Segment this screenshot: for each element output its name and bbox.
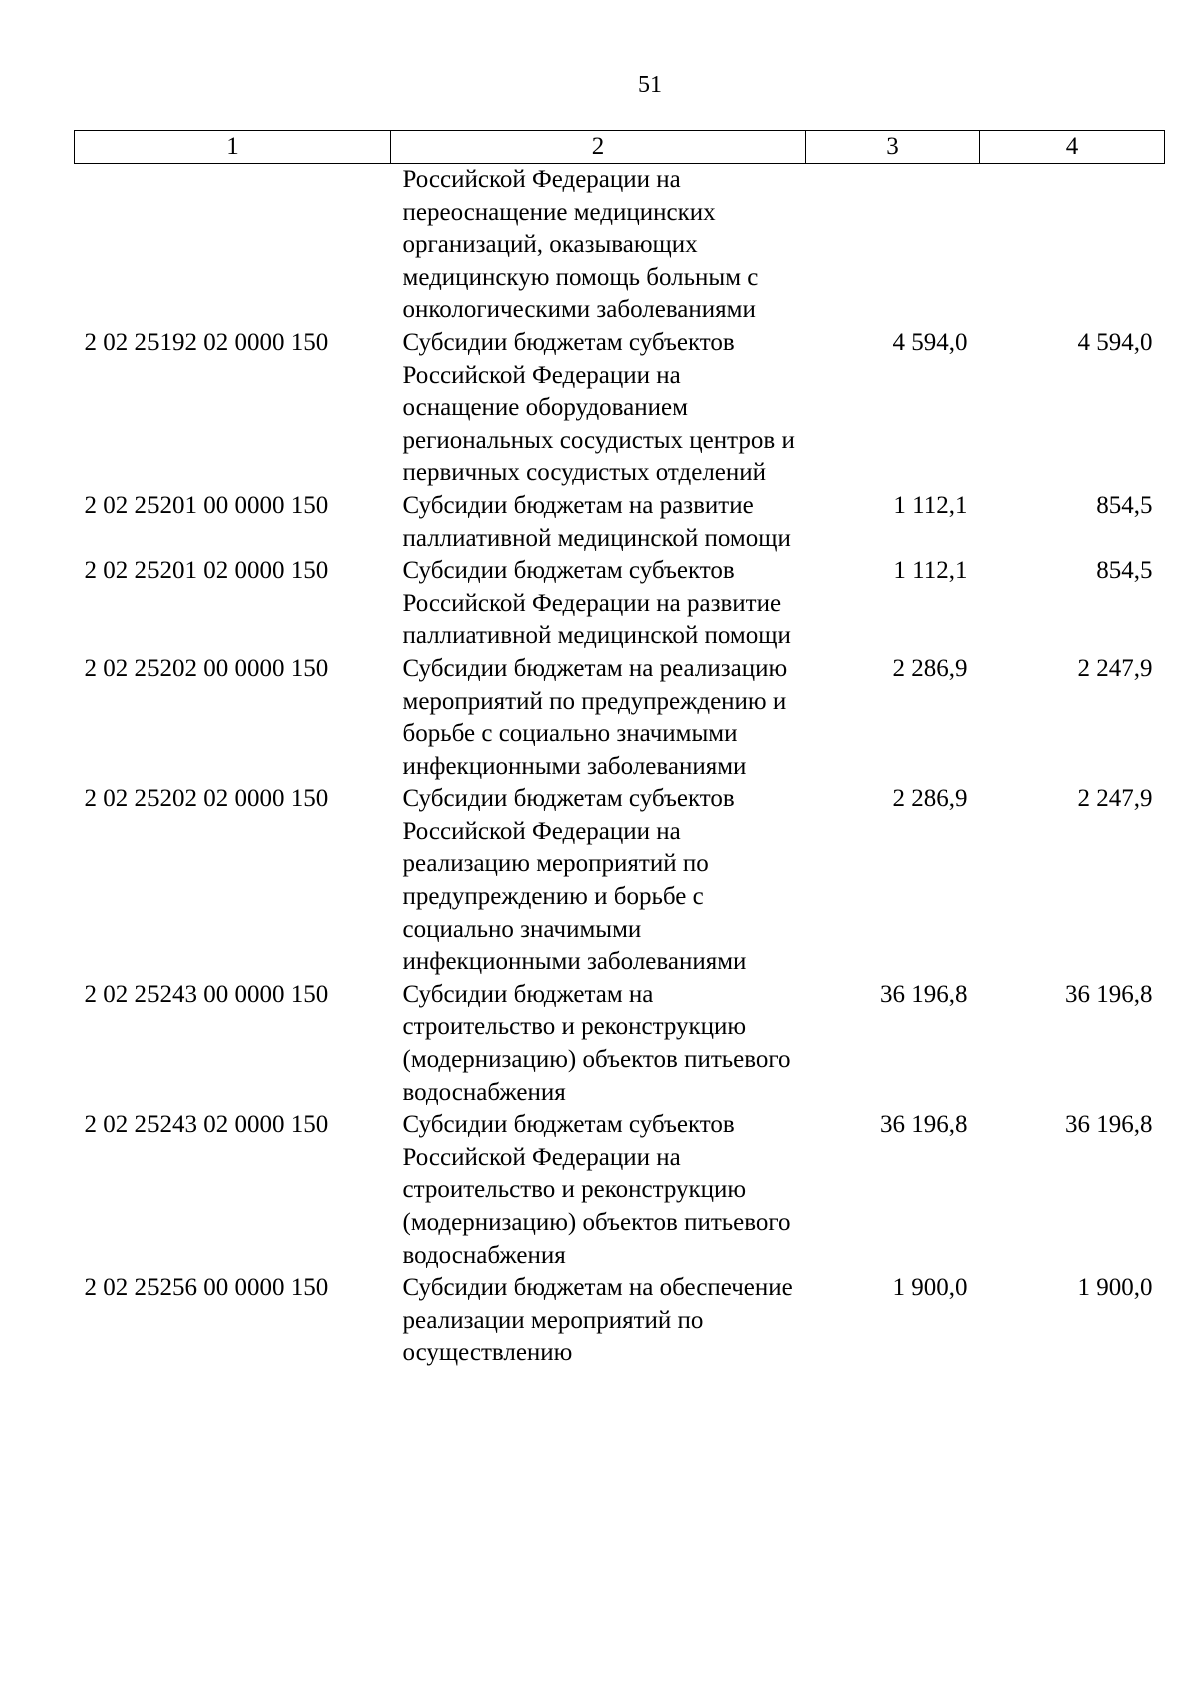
row-code: 2 02 25201 00 0000 150 — [84, 491, 329, 519]
table-row — [75, 1109, 1165, 1272]
row-code: 2 02 25256 00 0000 150 — [84, 1274, 329, 1302]
budget-table — [74, 130, 1165, 1370]
row-value-1: 36 196,8 — [880, 1111, 968, 1139]
row-value-1: 2 286,9 — [892, 654, 968, 682]
row-value-1: 36 196,8 — [880, 980, 968, 1008]
row-name: Субсидии бюджетам субъектов Российской Федерации на развитие паллиативной медицинской помощи — [402, 557, 791, 650]
row-code: 2 02 25192 02 0000 150 — [84, 328, 329, 356]
table-row — [75, 979, 1165, 1109]
row-name: Российской Федерации на переоснащение медицинских организаций, оказывающих медицинскую помощь больным с онкологическими заболеваниями — [402, 166, 759, 324]
row-value-2: 1 900,0 — [1077, 1274, 1153, 1302]
row-name: Субсидии бюджетам субъектов Российской Федерации на оснащение оборудованием региональных сосудистых центров и первичных сосудистых отделений — [402, 328, 795, 487]
row-name: Субсидии бюджетам субъектов Российской Федерации на строительство и реконструкцию (модернизацию) объектов питьевого водоснабжения — [402, 1111, 791, 1269]
row-value-2: 36 196,8 — [1065, 980, 1153, 1008]
row-value-1: 4 594,0 — [892, 328, 968, 356]
row-value-1: 2 286,9 — [892, 785, 968, 813]
table-row — [75, 327, 1165, 490]
row-name: Субсидии бюджетам на развитие паллиативной медицинской помощи — [402, 491, 791, 552]
row-value-2: 2 247,9 — [1077, 785, 1153, 813]
header-col-1: 1 — [75, 131, 391, 164]
row-value-2: 854,5 — [1096, 491, 1153, 519]
page-number: 51 — [638, 72, 662, 98]
row-value-2: 4 594,0 — [1077, 328, 1153, 356]
row-name: Субсидии бюджетам на строительство и реконструкцию (модернизацию) объектов питьевого водоснабжения — [402, 980, 791, 1106]
row-value-1: 1 900,0 — [892, 1274, 968, 1302]
table-row — [75, 555, 1165, 653]
row-value-1 — [806, 164, 980, 327]
row-value-2: 36 196,8 — [1065, 1111, 1153, 1139]
row-code: 2 02 25201 02 0000 150 — [84, 557, 329, 585]
row-value-2: 2 247,9 — [1077, 654, 1153, 682]
row-value-2 — [980, 164, 1165, 327]
row-code: 2 02 25202 00 0000 150 — [84, 654, 329, 682]
table-row — [75, 164, 1165, 327]
table-row — [75, 783, 1165, 979]
row-name: Субсидии бюджетам на обеспечение реализации мероприятий по осуществлению — [402, 1274, 793, 1367]
row-value-1: 1 112,1 — [893, 557, 968, 585]
row-code: 2 02 25243 00 0000 150 — [84, 980, 329, 1008]
row-value-2: 854,5 — [1096, 557, 1153, 585]
row-value-1: 1 112,1 — [893, 491, 968, 519]
header-col-2: 2 — [391, 131, 806, 164]
header-row — [75, 131, 1165, 164]
header-col-3: 3 — [806, 131, 980, 164]
row-code — [75, 164, 391, 327]
row-name: Субсидии бюджетам субъектов Российской Федерации на реализацию мероприятий по предупреждению и борьбе с социально значимыми инфекционными заболеваниями — [402, 785, 747, 976]
header-col-4: 4 — [980, 131, 1165, 164]
table-row — [75, 653, 1165, 783]
row-code: 2 02 25243 02 0000 150 — [84, 1111, 329, 1139]
table-row — [75, 1272, 1165, 1370]
row-code: 2 02 25202 02 0000 150 — [84, 785, 329, 813]
table-row — [75, 490, 1165, 555]
row-name: Субсидии бюджетам на реализацию мероприятий по предупреждению и борьбе с социально значимыми инфекционными заболеваниями — [402, 654, 788, 780]
